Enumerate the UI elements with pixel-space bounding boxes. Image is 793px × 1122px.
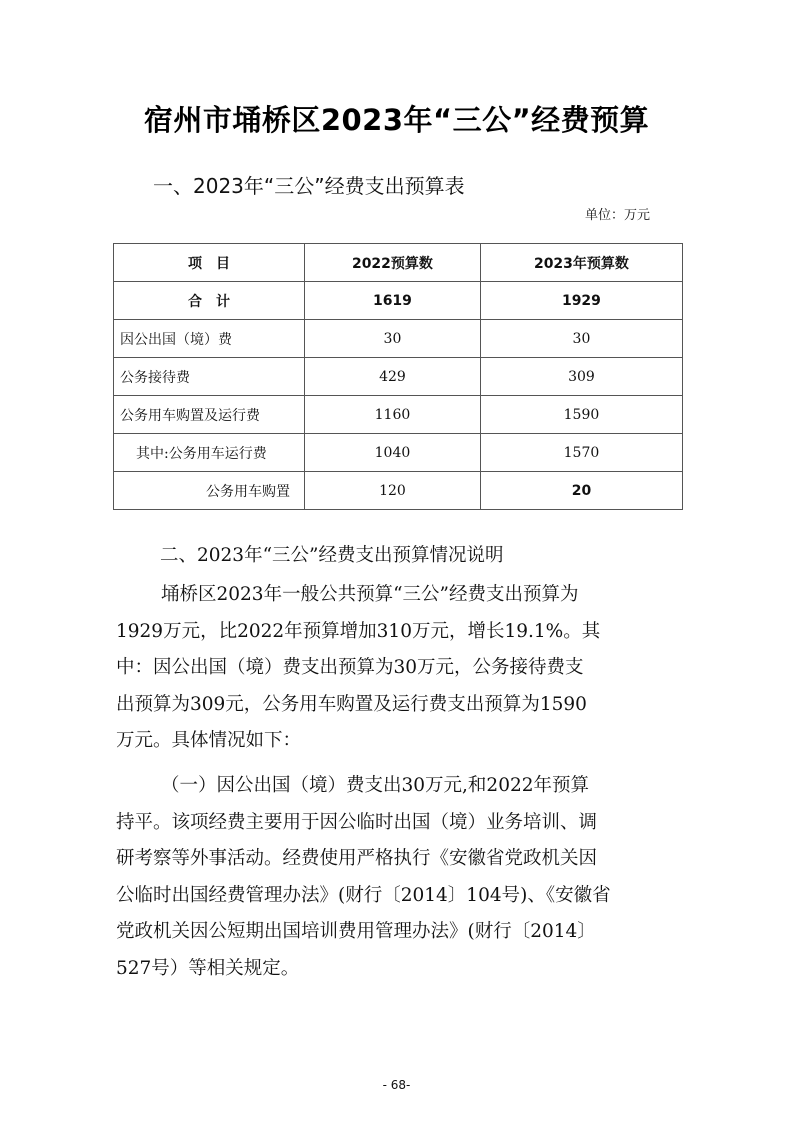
row-label: 公务用车购置 bbox=[114, 472, 305, 510]
budget-table bbox=[113, 243, 683, 510]
paragraph-overseas bbox=[116, 768, 678, 987]
paragraph-line: 埇桥区2023年一般公共预算“三公”经费支出预算为 bbox=[161, 584, 579, 605]
row-value-2022: 1160 bbox=[305, 396, 481, 434]
header-2023: 2023年预算数 bbox=[480, 244, 682, 282]
paragraph-line: 527号）等相关规定。 bbox=[116, 957, 300, 979]
row-value-2023: 1570 bbox=[480, 434, 682, 472]
section1-heading: 一、2023年“三公”经费支出预算表 bbox=[153, 174, 465, 198]
table-row bbox=[114, 396, 683, 434]
table-row bbox=[114, 434, 683, 472]
header-item: 项 目 bbox=[114, 244, 305, 282]
table-header-row bbox=[114, 244, 683, 282]
page-number: - 68- bbox=[382, 1078, 411, 1092]
unit-label: 单位：万元 bbox=[584, 208, 650, 223]
row-value-2023: 1590 bbox=[480, 396, 682, 434]
paragraph-line: 研考察等外事活动。经费使用严格执行《安徽省党政机关因 bbox=[116, 848, 598, 869]
paragraph-line: 中：因公出国（境）费支出预算为30万元，公务接待费支 bbox=[116, 657, 584, 678]
row-label: 因公出国（境）费 bbox=[114, 320, 305, 358]
row-value-2022: 30 bbox=[305, 320, 481, 358]
row-value-2023: 20 bbox=[480, 472, 682, 510]
paragraph-line: 万元。具体情况如下： bbox=[116, 730, 302, 751]
row-value-2023: 1929 bbox=[480, 282, 682, 320]
table-row-total bbox=[114, 282, 683, 320]
row-label: 其中:公务用车运行费 bbox=[114, 434, 305, 472]
row-value-2022: 120 bbox=[305, 472, 481, 510]
row-label: 公务接待费 bbox=[114, 358, 305, 396]
row-value-2023: 309 bbox=[480, 358, 682, 396]
paragraph-line: 1929万元，比2022年预算增加310万元，增长19.1%。其 bbox=[116, 620, 601, 642]
paragraph-summary bbox=[116, 577, 678, 760]
table-row bbox=[114, 358, 683, 396]
table-row bbox=[114, 472, 683, 510]
table-row bbox=[114, 320, 683, 358]
header-2022: 2022预算数 bbox=[305, 244, 481, 282]
paragraph-line: （一）因公出国（境）费支出30万元,和2022年预算 bbox=[161, 775, 590, 796]
row-value-2022: 1040 bbox=[305, 434, 481, 472]
row-value-2023: 30 bbox=[480, 320, 682, 358]
paragraph-line: 公临时出国经费管理办法》(财行〔2014〕104号)、《安徽省 bbox=[116, 884, 611, 906]
row-value-2022: 1619 bbox=[305, 282, 481, 320]
paragraph-line: 持平。该项经费主要用于因公临时出国（境）业务培训、调 bbox=[116, 811, 598, 833]
row-value-2022: 429 bbox=[305, 358, 481, 396]
document-title: 宿州市埇桥区2023年“三公”经费预算 bbox=[143, 103, 650, 137]
paragraph-line: 出预算为309元，公务用车购置及运行费支出预算为1590 bbox=[116, 693, 587, 715]
row-label: 合 计 bbox=[114, 282, 305, 320]
paragraph-line: 党政机关因公短期出国培训费用管理办法》(财行〔2014〕 bbox=[116, 921, 596, 942]
section2-heading: 二、2023年“三公”经费支出预算情况说明 bbox=[160, 545, 504, 566]
row-label: 公务用车购置及运行费 bbox=[114, 396, 305, 434]
